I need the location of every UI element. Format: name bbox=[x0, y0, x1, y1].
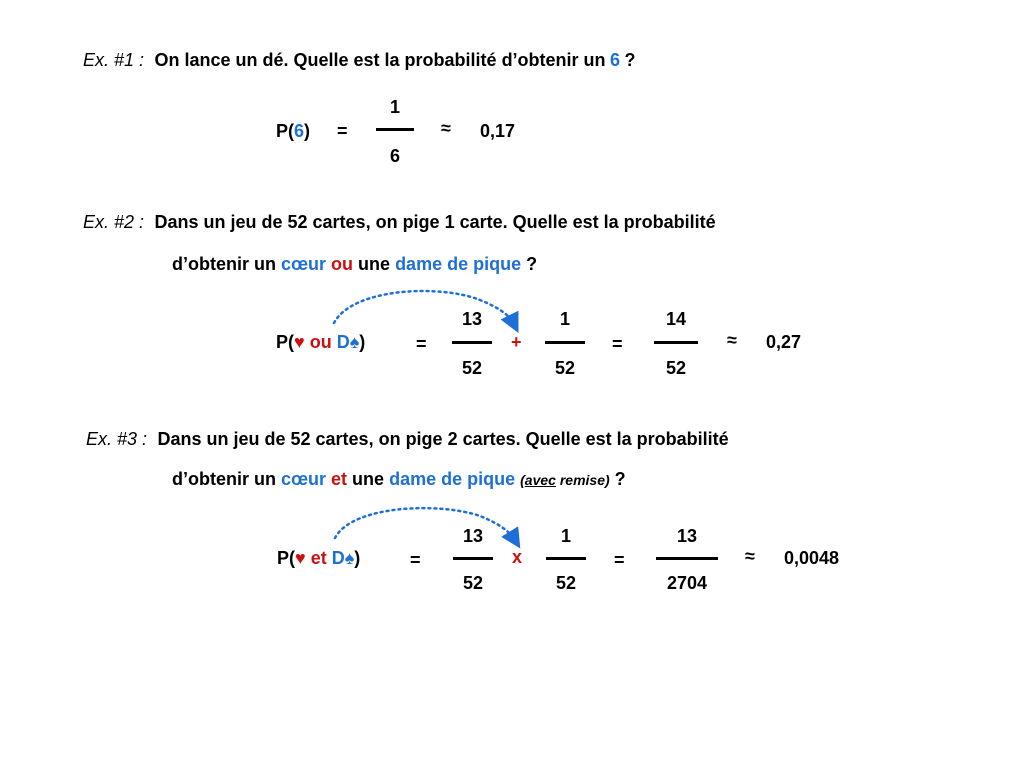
ex2-label: Ex. #2 : bbox=[83, 212, 145, 232]
word-coeur: cœur bbox=[281, 469, 326, 489]
word-dame-de-pique: dame de pique bbox=[389, 469, 516, 489]
ex2-arrow-arc bbox=[334, 291, 514, 324]
ex1-question-text: On lance un dé. Quelle est la probabilité d’obtenir un bbox=[154, 50, 606, 70]
word-coeur: cœur bbox=[281, 254, 326, 274]
ex3-f1-numerator: 13 bbox=[462, 526, 484, 546]
paren: ( bbox=[520, 472, 525, 488]
ex3-result: 0,0048 bbox=[784, 548, 840, 568]
ex2-approx: ≈ bbox=[727, 330, 737, 350]
paren-close: ) bbox=[354, 548, 361, 568]
text: une bbox=[358, 254, 391, 274]
paren-open: P( bbox=[276, 121, 294, 141]
word-dame-de-pique: dame de pique bbox=[395, 254, 522, 274]
heart-icon: ♥ bbox=[294, 332, 305, 352]
ex2-f3-numerator: 14 bbox=[665, 309, 687, 329]
ex2-plus-operator: + bbox=[511, 332, 522, 352]
operator-et: et bbox=[310, 548, 327, 568]
ex3-arrow-arc bbox=[335, 508, 515, 540]
paren-open: P( bbox=[276, 332, 294, 352]
ex3-label: Ex. #3 : bbox=[86, 429, 148, 449]
operator-ou: ou bbox=[309, 332, 332, 352]
ex1-denominator: 6 bbox=[389, 146, 400, 166]
letter-d: D bbox=[336, 332, 350, 352]
ex1-question-mark: ? bbox=[624, 50, 636, 70]
text: d’obtenir un bbox=[172, 254, 276, 274]
question-mark: ? bbox=[614, 469, 626, 489]
text: une bbox=[352, 469, 385, 489]
ex3-equals-1: = bbox=[410, 550, 421, 570]
question-mark: ? bbox=[526, 254, 538, 274]
ex2-f3-denominator: 52 bbox=[665, 358, 687, 378]
outcome-six: 6 bbox=[294, 121, 305, 141]
ex1-numerator: 1 bbox=[389, 97, 400, 117]
word-remise: remise) bbox=[559, 472, 610, 488]
word-et: et bbox=[331, 469, 348, 489]
text: d’obtenir un bbox=[172, 469, 276, 489]
ex2-equals-2: = bbox=[612, 334, 623, 354]
ex1-question-six: 6 bbox=[610, 50, 621, 70]
ex3-equals-2: = bbox=[614, 550, 625, 570]
ex2-f2-numerator: 1 bbox=[559, 309, 570, 329]
word-avec: avec bbox=[524, 472, 556, 488]
ex2-result: 0,27 bbox=[766, 332, 802, 352]
ex3-f1-denominator: 52 bbox=[462, 573, 484, 593]
ex2-question-text: Dans un jeu de 52 cartes, on pige 1 carte. Quelle est la probabilité bbox=[154, 212, 716, 232]
paren-close: ) bbox=[359, 332, 366, 352]
ex1-approx: ≈ bbox=[441, 118, 451, 138]
ex2-f1-denominator: 52 bbox=[461, 358, 483, 378]
ex3-times-operator: x bbox=[512, 547, 523, 567]
ex3-question-text: Dans un jeu de 52 cartes, on pige 2 cartes. Quelle est la probabilité bbox=[157, 429, 729, 449]
ex2-equals-1: = bbox=[416, 334, 427, 354]
paren-close: ) bbox=[304, 121, 311, 141]
ex3-f2-denominator: 52 bbox=[555, 573, 577, 593]
heart-icon: ♥ bbox=[295, 548, 306, 568]
ex3-f2-numerator: 1 bbox=[560, 526, 571, 546]
ex1-result: 0,17 bbox=[480, 121, 516, 141]
ex2-f1-numerator: 13 bbox=[461, 309, 483, 329]
ex3-f3-numerator: 13 bbox=[676, 526, 698, 546]
paren-open: P( bbox=[277, 548, 295, 568]
ex1-label: Ex. #1 : bbox=[83, 50, 145, 70]
ex3-approx: ≈ bbox=[745, 546, 755, 566]
ex2-f2-denominator: 52 bbox=[554, 358, 576, 378]
letter-d: D bbox=[331, 548, 345, 568]
spade-icon: ♠ bbox=[349, 332, 360, 352]
spade-icon: ♠ bbox=[344, 548, 355, 568]
word-ou: ou bbox=[331, 254, 354, 274]
ex1-equals: = bbox=[337, 121, 348, 141]
ex3-f3-denominator: 2704 bbox=[666, 573, 708, 593]
